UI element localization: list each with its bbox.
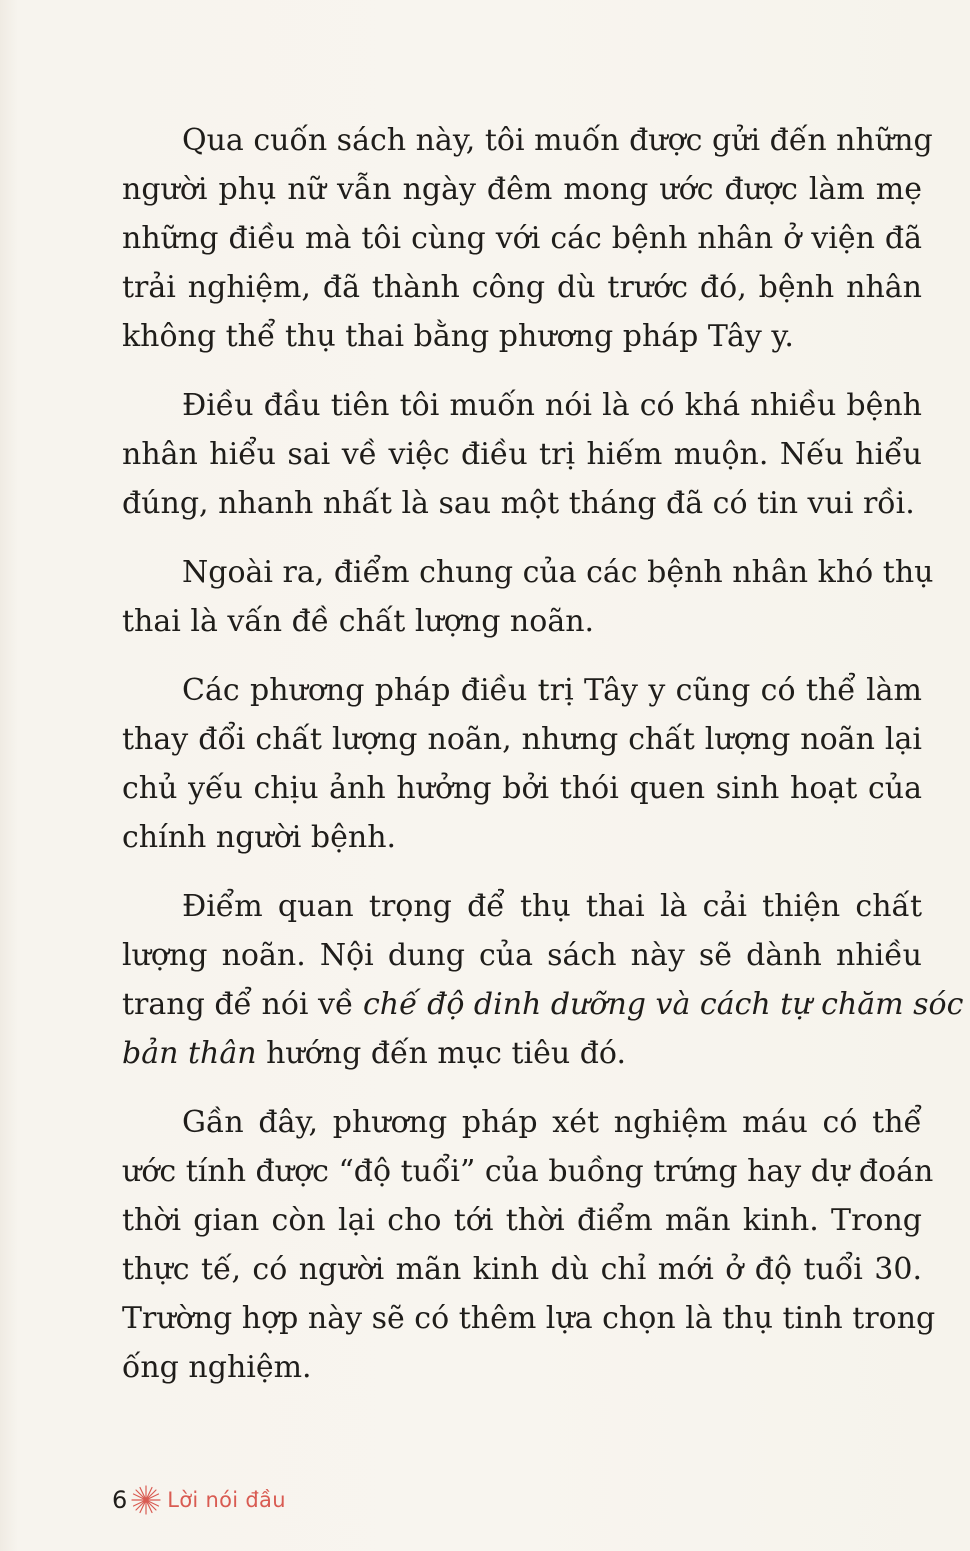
text-line (122, 1029, 922, 1078)
paragraph-6 (122, 1098, 936, 1392)
paragraph-4 (122, 666, 922, 862)
paragraph-3 (122, 548, 934, 646)
text-line: những điều mà tôi cùng với các bệnh nhân ở viện đã (122, 221, 922, 256)
text-line: thực tế, có người mãn kinh dù chỉ mới ở độ tuổi 30. (122, 1252, 922, 1287)
text-line: thời gian còn lại cho tới thời điểm mãn kinh. Trong (122, 1203, 922, 1238)
text-line: chính người bệnh. (122, 820, 397, 855)
text-line: Điểm quan trọng để thụ thai là cải thiện chất (182, 889, 922, 924)
text-line: người phụ nữ vẫn ngày đêm mong ước được làm mẹ (122, 172, 922, 207)
text-line: Các phương pháp điều trị Tây y cũng có thể làm (182, 673, 922, 708)
text-line: chủ yếu chịu ảnh hưởng bởi thói quen sinh hoạt của (122, 771, 922, 806)
text-line: trải nghiệm, đã thành công dù trước đó, bệnh nhân (122, 270, 922, 305)
paragraph-5 (122, 882, 964, 1078)
text-line: Điều đầu tiên tôi muốn nói là có khá nhiều bệnh (182, 388, 922, 423)
paragraph-2 (122, 381, 922, 528)
paragraph-1 (122, 116, 933, 361)
text-line: Gần đây, phương pháp xét nghiệm máu có thể (182, 1105, 922, 1140)
text-line: ước tính được “độ tuổi” của buồng trứng hay dự đoán (122, 1154, 934, 1189)
text-line: lượng noãn. Nội dung của sách này sẽ dành nhiều (122, 938, 922, 973)
text-run: trang để nói về (122, 987, 363, 1022)
text-line: thai là vấn đề chất lượng noãn. (122, 604, 595, 639)
text-line: không thể thụ thai bằng phương pháp Tây y. (122, 319, 794, 354)
text-line: đúng, nhanh nhất là sau một tháng đã có tin vui rồi. (122, 486, 915, 521)
italic-phrase: chế độ dinh dưỡng và cách tự chăm sóc (363, 987, 964, 1022)
text-line: Ngoài ra, điểm chung của các bệnh nhân khó thụ (182, 555, 934, 590)
text-run: hướng đến mục tiêu đó. (256, 1036, 626, 1071)
text-line: ống nghiệm. (122, 1350, 312, 1385)
italic-phrase: bản thân (122, 1036, 257, 1071)
text-line: Qua cuốn sách này, tôi muốn được gửi đến những (182, 123, 933, 158)
asterisk-star-icon (131, 1485, 161, 1515)
text-line: thay đổi chất lượng noãn, nhưng chất lượng noãn lại (122, 722, 922, 757)
body-text (122, 116, 964, 1412)
text-line: nhân hiểu sai về việc điều trị hiếm muộn. Nếu hiểu (122, 437, 922, 472)
text-line: Trường hợp này sẽ có thêm lựa chọn là thụ tinh trong (122, 1301, 936, 1336)
text-line (122, 980, 964, 1029)
page-number: 6 (112, 1486, 128, 1514)
page-footer (112, 1480, 286, 1520)
section-title: Lời nói đầu (167, 1488, 286, 1512)
